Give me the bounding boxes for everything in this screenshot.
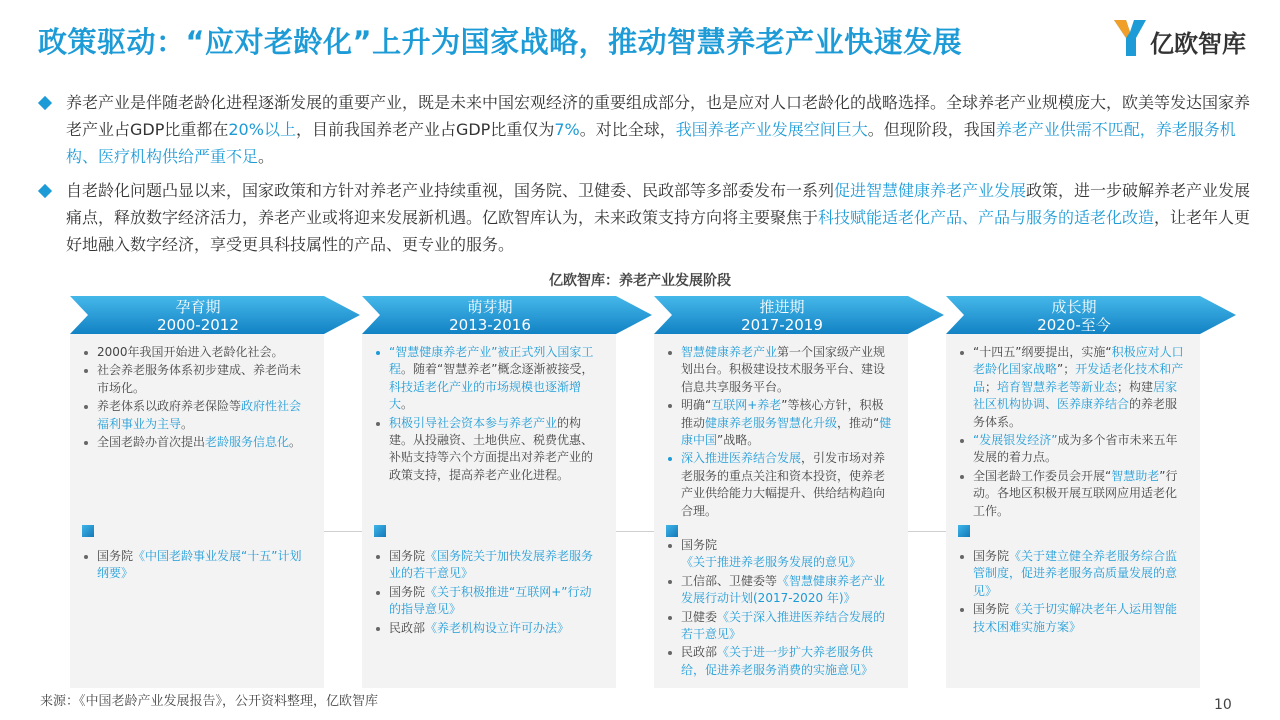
policy-item — [956, 601, 1186, 636]
highlight-text: 开发适老化技术和产品 — [973, 362, 1184, 394]
text-run: 的养老服务体系。 — [973, 397, 1178, 429]
highlight-text: 政府性社会福利事业为主导 — [97, 399, 302, 431]
highlight-text: 培育智慧养老等新业态 — [997, 379, 1118, 394]
text-run: ，目前我国养老产业占GDP比重仅为 — [295, 120, 555, 139]
stage-column — [362, 296, 654, 688]
text-run: 全国老龄办首次提出 — [97, 435, 206, 450]
stage-name: 萌芽期 — [467, 298, 513, 316]
stage-event-item — [80, 362, 310, 397]
policy-item — [372, 620, 602, 637]
stage-policies-list — [372, 548, 602, 638]
stage-event-item — [956, 344, 1186, 431]
stage-event-item — [80, 344, 310, 361]
stage-event-item — [956, 432, 1186, 467]
stage-events-list — [664, 344, 894, 521]
highlight-text: 积极应对人口老龄化国家战略 — [973, 345, 1184, 377]
text-run: ，引发市场对养老服务的重点关注和资本投资，使养老产业供给能力大幅提升、供给结构趋向合理。 — [681, 451, 886, 518]
highlight-text: 《国务院关于加快发展养老服务业的若干意见》 — [389, 549, 594, 581]
text-run: 卫健委 — [681, 609, 718, 624]
stage-policies-list — [80, 548, 310, 584]
page-number: 10 — [1214, 697, 1232, 713]
text-run: 2000年我国开始进入老龄化社会。 — [97, 345, 284, 359]
highlight-text: 7% — [554, 120, 580, 139]
highlight-text: 健康中国 — [681, 415, 892, 448]
highlight-text: 《关于深入推进医养结合发展的若干意见》 — [681, 609, 886, 642]
stage-event-item — [372, 415, 602, 485]
text-run: 。对比全球， — [579, 120, 676, 139]
stage-name: 成长期 — [1051, 298, 1097, 316]
highlight-text: 我国养老产业发展空间巨大 — [675, 120, 868, 139]
text-run: 民政部 — [681, 645, 718, 660]
bullet-paragraph — [40, 89, 1252, 170]
highlight-text: 科技赋能适老化产品、产品与服务的适老化改造 — [818, 208, 1155, 227]
text-run: ”行动。各地区积极开展互联网应用适老化工作。 — [973, 468, 1178, 518]
highlight-text: 积极引导社会资本参与养老产业 — [389, 415, 558, 430]
highlight-text: 《关于建立健全养老服务综合监管制度，促进养老服务高质量发展的意见》 — [973, 549, 1178, 598]
policy-item — [664, 537, 894, 572]
policy-item — [372, 548, 602, 583]
page-title: 政策驱动：“应对老龄化”上升为国家战略，推动智慧养老产业快速发展 — [38, 25, 963, 59]
stage-events-list — [372, 344, 602, 485]
stage-column — [946, 296, 1238, 688]
timeline-marker-icon — [958, 525, 970, 537]
bullet-text — [66, 177, 1252, 258]
logo — [1112, 16, 1262, 62]
text-run: ，让老年人更好地融入数字经济，享受更具科技属性的产品、更专业的服务。 — [66, 208, 1251, 254]
text-run: 。 — [289, 435, 302, 450]
timeline-marker-icon — [374, 525, 386, 537]
logo-text: 亿欧智库 — [1150, 30, 1246, 58]
text-run: 国务院 — [389, 549, 426, 563]
stage-event-item — [80, 434, 310, 451]
policy-item — [664, 573, 894, 608]
text-run: 。随着“智慧养老”概念逐渐被接受， — [401, 362, 594, 377]
text-run: 国务院 — [973, 602, 1010, 617]
stage-events-list — [956, 344, 1186, 521]
text-run: 。 — [181, 416, 194, 431]
text-run: 国务院 — [681, 538, 718, 552]
highlight-text: 智慧助老 — [1111, 468, 1160, 483]
stage-event-item — [664, 450, 894, 520]
stage-event-item — [80, 398, 310, 433]
source-note: 来源：《中国老龄产业发展报告》，公开资料整理，亿欧智库 — [40, 694, 379, 709]
text-run: 。 — [258, 147, 275, 166]
stage-years: 2013-2016 — [449, 316, 531, 334]
stage-event-item — [956, 468, 1186, 520]
policy-item — [956, 548, 1186, 600]
bullet-text — [66, 89, 1252, 170]
highlight-text: “智慧健康养老产业”被正式列入国家工程 — [389, 345, 594, 377]
policy-item — [372, 584, 602, 619]
text-run: ”等核心方针，积极推动 — [681, 398, 884, 430]
stage-years: 2017-2019 — [741, 316, 823, 334]
policy-item — [664, 644, 894, 679]
diamond-bullet-icon — [38, 184, 52, 198]
highlight-text: 《养老机构设立许可办法》 — [425, 620, 570, 635]
highlight-text: 20%以上 — [228, 120, 296, 139]
text-run: 成为多个省市未来五年发展的着力点。 — [973, 433, 1178, 465]
highlight-text: 《智慧健康养老产业发展行动计划(2017-2020 年)》 — [681, 573, 886, 606]
text-run: 。 — [401, 397, 414, 412]
highlight-text: 养老产业供需不匹配，养老服务机构、医疗机构供给严重不足 — [66, 120, 1236, 166]
text-run: 。但现阶段，我国 — [867, 120, 996, 139]
text-run: 工信部、卫健委等 — [681, 573, 778, 588]
text-run: 第一个国家级产业规划出台。积极建设技术服务平台、建设信息共享服务平台。 — [681, 345, 886, 394]
highlight-text: 深入推进医养结合发展 — [681, 451, 802, 466]
highlight-text: 互联网+养老 — [711, 398, 782, 413]
text-run: 自老龄化问题凸显以来，国家政策和方针对养老产业持续重视，国务院、卫健委、民政部等多部委发布一系列 — [66, 181, 835, 200]
text-run: ； — [985, 379, 998, 394]
bullet-paragraph — [40, 177, 1252, 258]
stage-years: 2020-至今 — [1037, 316, 1111, 334]
policy-item — [80, 548, 310, 583]
stage-column — [654, 296, 946, 688]
stage-events-list — [80, 344, 310, 452]
stage-name: 推进期 — [759, 298, 805, 316]
text-run: “十四五”纲要提出，实施“ — [973, 345, 1112, 359]
highlight-text: “发展银发经济” — [973, 433, 1058, 448]
stage-policies-list — [956, 548, 1186, 637]
chart-title: 亿欧智库：养老产业发展阶段 — [549, 273, 731, 289]
stage-name: 孕育期 — [175, 298, 221, 316]
text-run: 明确“ — [681, 398, 712, 413]
highlight-text: 智慧健康养老产业 — [681, 345, 778, 359]
highlight-text: 老龄服务信息化 — [205, 435, 290, 450]
highlight-text: 居家社区机构协调、医养康养结合 — [973, 379, 1178, 412]
highlight-text: 《关于进一步扩大养老服务供给，促进养老服务消费的实施意见》 — [681, 645, 874, 677]
timeline-marker-icon — [82, 525, 94, 537]
text-run: 的构建。从投融资、土地供应、税费优惠、补贴支持等六个方面提出对养老产业的政策支持，提高养老产业化进程。 — [389, 415, 594, 482]
highlight-text: 《中国老龄事业发展“十五”计划纲要》 — [97, 549, 302, 581]
text-run: 国务院 — [389, 584, 426, 599]
text-run: ”战略。 — [717, 433, 760, 448]
text-run: 全国老龄工作委员会开展“ — [973, 468, 1112, 483]
stage-event-item — [664, 344, 894, 396]
stage-policies-list — [664, 537, 894, 680]
highlight-text: 《关于切实解决老年人运用智能技术困难实施方案》 — [973, 602, 1178, 634]
text-run: ”； — [1057, 362, 1076, 377]
stage-column — [70, 296, 362, 688]
text-run: 国务院 — [973, 549, 1010, 563]
stage-event-item — [664, 397, 894, 449]
text-run: 国务院 — [97, 549, 134, 563]
text-run: 政策，进一步破解养老产业发展痛点，释放数字经济活力，养老产业或将迎来发展新机遇。亿欧智库认为，未来政策支持方向将主要聚焦于 — [66, 181, 1251, 227]
highlight-text: 《关于推进养老服务发展的意见》 — [681, 555, 862, 570]
text-run: 养老产业是伴随老龄化进程逐渐发展的重要产业，既是未来中国宏观经济的重要组成部分，也是应对人口老龄化的战略选择。全球养老产业规模庞大，欧美等发达国家养老产业占GDP比重都在 — [66, 93, 1251, 139]
timeline-marker-icon — [666, 525, 678, 537]
text-run: 养老体系以政府养老保险等 — [97, 399, 242, 414]
highlight-text: 科技适老化产业的市场规模也逐渐增大 — [389, 379, 582, 412]
highlight-text: 健康养老服务智慧化升级 — [705, 415, 838, 430]
text-run: 民政部 — [389, 620, 426, 635]
logo-mark-icon — [1112, 16, 1148, 60]
stage-years: 2000-2012 — [157, 316, 239, 334]
policy-item — [664, 609, 894, 644]
text-run: ，推动“ — [837, 415, 880, 430]
text-run: ；构建 — [1117, 379, 1154, 394]
text-run: 社会养老服务体系初步建成、养老尚未市场化。 — [97, 363, 302, 395]
stage-event-item — [372, 344, 602, 414]
diamond-bullet-icon — [38, 96, 52, 110]
highlight-text: 促进智慧健康养老产业发展 — [834, 181, 1027, 200]
highlight-text: 《关于积极推进“互联网+”行动的指导意见》 — [389, 584, 592, 617]
